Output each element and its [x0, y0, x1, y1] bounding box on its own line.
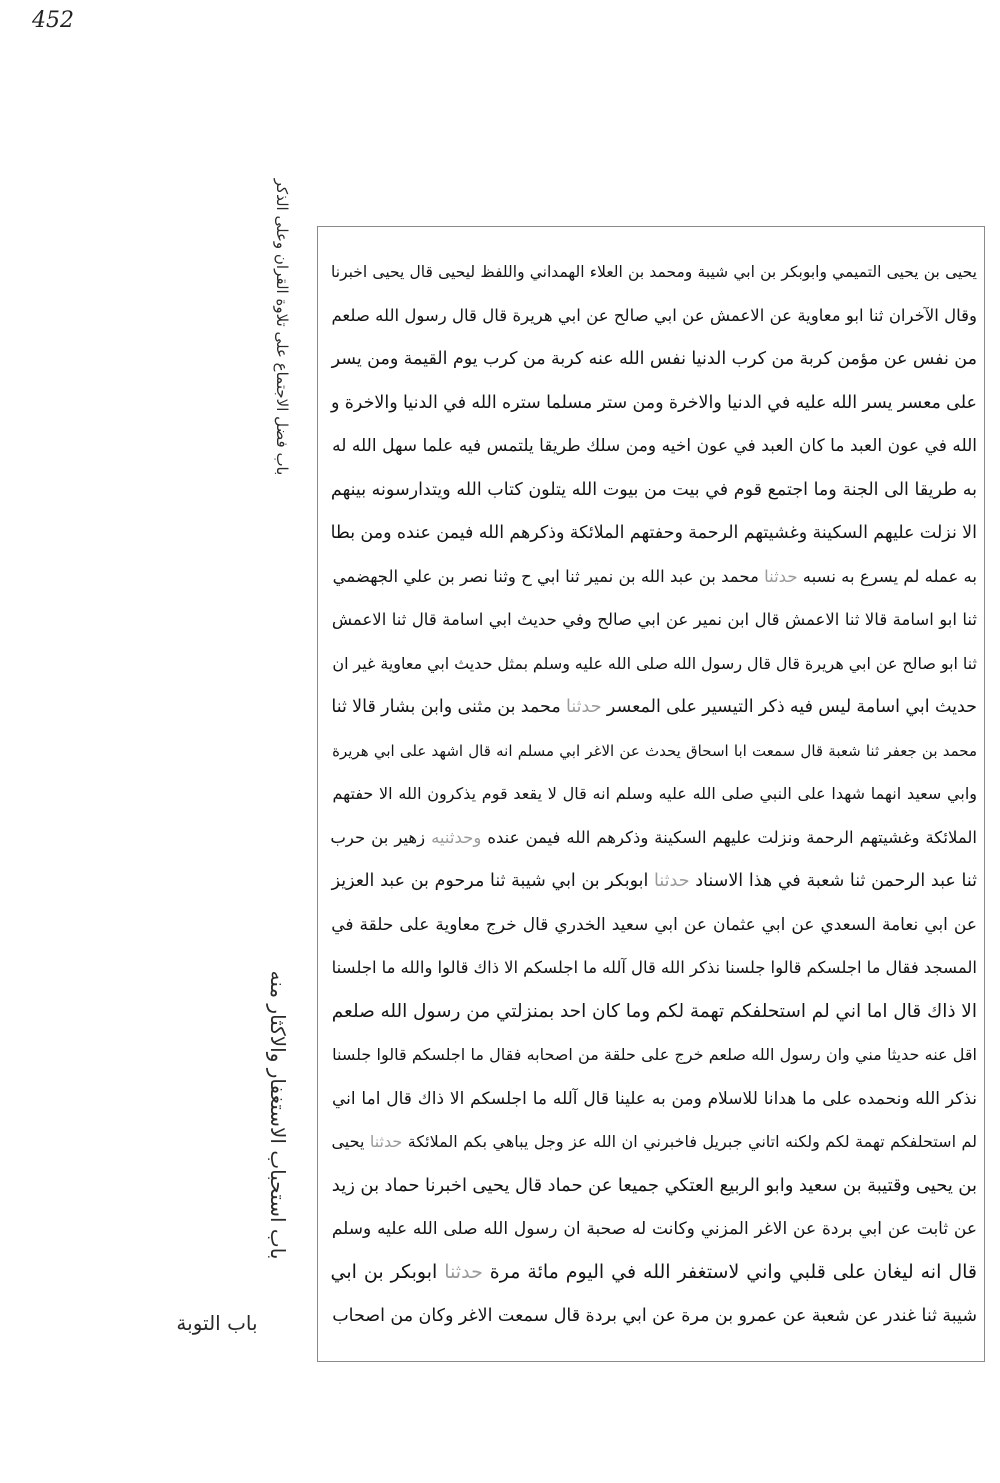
text-segment: وابي سعيد انهما شهدا على النبي صلى الله عليه وسلم انه قال لا يقعد قوم يذكرون الله الا حفتهم	[332, 784, 977, 803]
main-text	[325, 250, 977, 1338]
text-segment: محمد بن عبد الله بن نمير ثنا ابي ح وثنا نصر بن علي الجهضمي	[332, 566, 759, 586]
text-segment: شيبة ثنا غندر عن شعبة عن عمرو بن مرة عن ابي بردة قال سمعت الاغر وكان من اصحاب	[332, 1306, 977, 1326]
text-line-content	[332, 1295, 977, 1338]
rubric-word: حدثنا	[444, 1260, 483, 1283]
text-segment: به عمله لم يسرع به نسبه	[802, 566, 977, 586]
rubric-word: حدثنا	[764, 566, 798, 586]
text-segment: ثنا ابو اسامة قالا ثنا الاعمش قال ابن نمير عن ابي صالح وفي حديث ابي اسامة قال ثنا الاعمش	[331, 610, 977, 629]
text-segment: الا نزلت عليهم السكينة وغشيتهم الرحمة وحفتهم الملائكة وذكرهم الله فيمن عنده ومن بطا	[330, 523, 977, 543]
text-line-content	[333, 555, 977, 599]
rubric-word: حدثنا	[369, 1132, 403, 1151]
text-line	[325, 642, 977, 686]
text-line	[325, 990, 977, 1034]
text-segment: يحيى بن يحيى التميمي وابوبكر بن ابي شيبة ومحمد بن العلاء الهمداني واللفظ ليحيى قال يحيى اخبرنا	[331, 263, 977, 281]
text-line-content	[331, 1251, 977, 1295]
text-line-content	[330, 816, 977, 860]
text-line	[325, 294, 977, 338]
text-line-content	[332, 1208, 977, 1251]
text-line	[325, 1251, 977, 1295]
text-line-content	[331, 382, 977, 425]
text-segment: بن يحيى وقتيبة بن سعيد وابو الربيع العتكي جميعا عن حماد قال يحيى اخبرنا حماد بن زيد	[331, 1174, 977, 1196]
text-line-content	[331, 294, 977, 338]
text-segment: محمد بن جعفر ثنا شعبة قال سمعت ابا اسحاق يحدث عن الاغر ابي مسلم انه قال اشهد على ابي هريرة	[332, 741, 977, 760]
margin-heading-text: باب التوبة	[176, 1311, 258, 1335]
text-line	[325, 1164, 977, 1208]
text-line-content	[331, 251, 977, 294]
text-line-content	[332, 425, 977, 468]
text-line	[325, 946, 977, 990]
text-line-content	[332, 598, 977, 642]
text-segment: عن ثابت عن ابي بردة عن الاغر المزني وكانت له صحبة ان رسول الله صلى الله عليه وسلم	[331, 1219, 977, 1239]
text-segment: زهير بن حرب	[330, 827, 426, 847]
text-segment: اقل عنه حديثا مني وان رسول الله صلعم خرج على حلقة من اصحابه فقال ما اجلسكم قالوا جلسنا	[332, 1045, 977, 1064]
text-line	[325, 555, 977, 599]
text-line-content	[332, 1033, 977, 1077]
rubric-word: حدثنا	[566, 697, 602, 717]
rubric-word: وحدثنيه	[431, 827, 482, 847]
text-line	[325, 1077, 977, 1121]
text-segment: المسجد فقال ما اجلسكم قالوا جلسنا نذكر الله قال آلله ما اجلسكم الا ذاك قالوا والله ما اجلسنا	[331, 958, 977, 977]
text-segment: لم استحلفكم تهمة لكم ولكنه اتاني جبريل فاخبرني ان الله عز وجل يباهي بكم الملائكة	[407, 1132, 977, 1151]
text-segment: من نفس عن مؤمن كربة من كرب الدنيا نفس الله عنه كربة من كرب يوم القيمة ومن يسر	[331, 349, 977, 369]
text-line-content	[331, 469, 977, 512]
text-segment: الله في عون العبد ما كان العبد في عون اخيه ومن سلك طريقا يلتمس فيه علما سهل الله له	[332, 436, 977, 456]
text-line	[325, 337, 977, 381]
text-line	[325, 816, 977, 860]
text-line	[325, 729, 977, 773]
text-line	[325, 772, 977, 816]
text-line	[325, 685, 977, 729]
text-line-content	[332, 730, 977, 773]
text-segment: الا ذاك قال اما اني لم استحلفكم تهمة لكم وما كان احد بمنزلتي من رسول الله صلعم	[331, 1000, 977, 1022]
text-line	[325, 859, 977, 903]
text-line	[325, 598, 977, 642]
text-line-content	[332, 946, 977, 990]
text-segment: حديث ابي اسامة ليس فيه ذكر التيسير على المعسر	[606, 697, 977, 717]
text-line-content	[331, 1120, 977, 1164]
margin-heading-gathering-for-remembrance	[267, 177, 297, 477]
text-line-content	[331, 686, 977, 729]
text-segment: ثنا عبد الرحمن ثنا شعبة في هذا الاسناد	[695, 871, 977, 891]
margin-heading-text: باب استحباب الاستغفار والاكثار منه	[266, 970, 290, 1260]
text-segment: قال انه ليغان على قلبي واني لاستغفر الله في اليوم مائة مرة	[489, 1260, 977, 1283]
text-line	[325, 1120, 977, 1164]
text-segment: نذكر الله ونحمده على ما هدانا للاسلام ومن به علينا قال آلله ما اجلسكم الا ذاك قال اما اني	[331, 1088, 977, 1109]
text-segment: على معسر يسر الله عليه في الدنيا والاخرة ومن ستر مسلما ستره الله في الدنيا والاخرة و	[331, 392, 977, 413]
text-segment: عن ابي نعامة السعدي عن ابي عثمان عن ابي سعيد الخدري قال خرج معاوية على حلقة في	[331, 914, 977, 935]
text-segment: الملائكة وغشيتهم الرحمة ونزلت عليهم السكينة وذكرهم الله فيمن عنده	[487, 827, 977, 847]
text-segment: ابوبكر بن ابي	[330, 1260, 438, 1283]
rubric-word: حدثنا	[654, 871, 690, 891]
text-line-content	[331, 904, 977, 947]
margin-heading-seeking-forgiveness	[263, 940, 293, 1290]
text-line	[325, 511, 977, 555]
page-number: 452	[32, 8, 74, 33]
text-line-content	[332, 772, 977, 816]
text-line-content	[331, 512, 977, 555]
text-line	[325, 250, 977, 294]
text-line	[325, 1033, 977, 1077]
text-segment: به طريقا الى الجنة وما اجتمع قوم في بيت من بيوت الله يتلون كتاب الله ويتدارسونه بينهم	[330, 479, 977, 500]
text-segment: يحيى	[331, 1132, 365, 1151]
margin-heading-text: باب فضل الاجتماع على تلاوة القران وعلى الذكر	[273, 178, 291, 476]
text-line-content	[332, 860, 977, 903]
text-segment: وقال الآخران ثنا ابو معاوية عن الاعمش عن ابي صالح عن ابي هريرة قال قال رسول الله صلعم	[331, 305, 977, 325]
text-line-content	[332, 990, 977, 1034]
text-line	[325, 424, 977, 468]
text-line	[325, 381, 977, 425]
text-line-content	[332, 1078, 977, 1121]
text-line-content	[332, 642, 977, 686]
text-line-content	[332, 1164, 977, 1208]
text-segment: محمد بن مثنى وابن بشار قالا ثنا	[331, 697, 561, 717]
text-line	[325, 468, 977, 512]
margin-heading-repentance	[174, 1308, 260, 1338]
text-line	[325, 1207, 977, 1251]
text-line-content	[332, 338, 977, 381]
text-segment: ثنا ابو صالح عن ابي هريرة قال قال رسول الله صلى الله عليه وسلم بمثل حديث ابي معاوية غير ان	[332, 653, 977, 673]
text-segment: ابوبكر بن ابي شيبة ثنا مرحوم بن عبد العزيز	[331, 871, 649, 891]
text-line	[325, 1294, 977, 1338]
text-line	[325, 903, 977, 947]
